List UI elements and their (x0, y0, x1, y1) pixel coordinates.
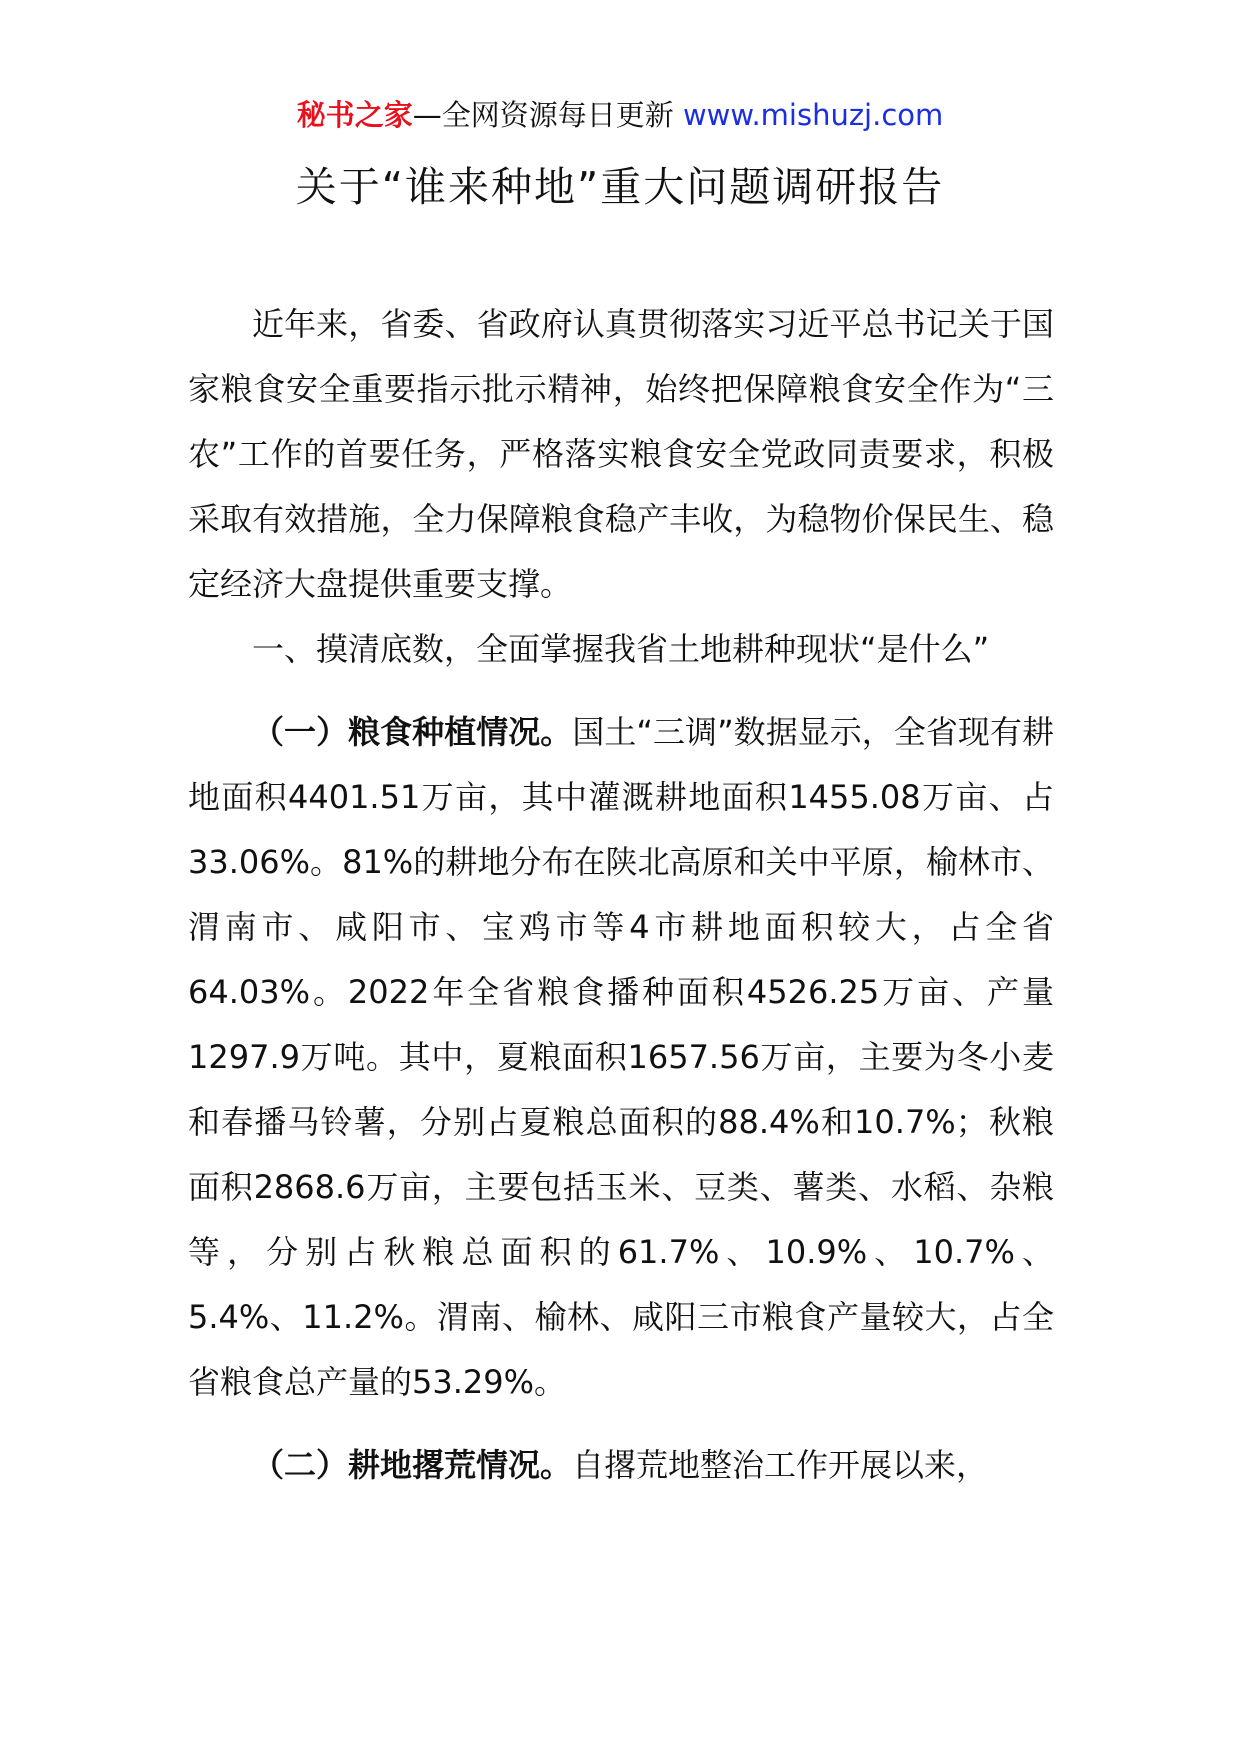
site-header (0, 98, 1240, 133)
subsection-paragraph-2 (188, 1433, 1054, 1498)
subsection-2-heading: （二）耕地撂荒情况。 (252, 1446, 573, 1484)
document-body (188, 292, 1054, 1498)
subsection-2-text: 自撂荒地整治工作开展以来， (572, 1446, 989, 1484)
header-tagline: —全网资源每日更新 (412, 98, 674, 132)
subsection-1-heading: （一）粮食种植情况。 (252, 713, 573, 751)
subsection-paragraph-1 (188, 700, 1054, 1415)
intro-paragraph: 近年来，省委、省政府认真贯彻落实习近平总书记关于国家粮食安全重要指示批示精神，始终把保障粮食安全作为“三农”工作的首要任务，严格落实粮食安全党政同责要求，积极采取有效措施，全力保障粮食稳产丰收，为稳物价保民生、稳定经济大盘提供重要支撑。 (188, 305, 1054, 603)
document-title: 关于“谁来种地”重大问题调研报告 (295, 163, 945, 211)
site-url-link[interactable]: www.mishuzj.com (682, 98, 944, 132)
brand-name: 秘书之家 (296, 98, 413, 132)
section-heading: 一、摸清底数，全面掌握我省土地耕种现状“是什么” (252, 630, 990, 668)
subsection-1-text: 国土“三调”数据显示，全省现有耕地面积4401.51万亩，其中灌溉耕地面积1455.08万亩、占33.06%。81%的耕地分布在陕北高原和关中平原，榆林市、渭南市、咸阳市、宝鸡市等4市耕地面积较大，占全省64.03%。2022年全省粮食播种面积4526.25万亩、产量1297.9万吨。其中，夏粮面积1657.56万亩，主要为冬小麦和春播马铃薯，分别占夏粮总面积的88.4%和10.7%；秋粮面积2868.6万亩，主要包括玉米、豆类、薯类、水稻、杂粮等，分别占秋粮总面积的61.7%、10.9%、10.7%、5.4%、11.2%。渭南、榆林、咸阳三市粮食产量较大，占全省粮食总产量的53.29%。 (188, 713, 1054, 1401)
